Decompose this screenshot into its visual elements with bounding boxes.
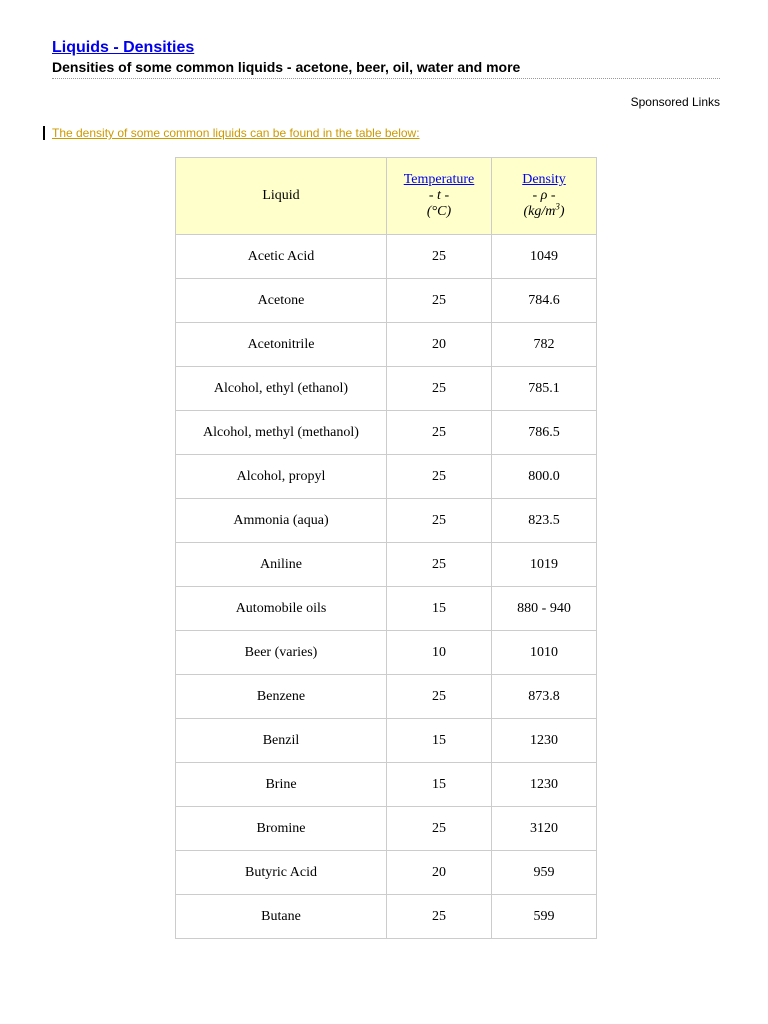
table-row bbox=[176, 763, 597, 807]
header-temperature bbox=[387, 158, 492, 235]
cell-liquid: Acetic Acid bbox=[176, 235, 387, 279]
temperature-symbol: - t - bbox=[428, 188, 450, 203]
cell-liquid: Butane bbox=[176, 895, 387, 939]
cell-density: 1019 bbox=[492, 543, 597, 587]
cell-liquid: Acetonitrile bbox=[176, 323, 387, 367]
cell-temperature: 10 bbox=[387, 631, 492, 675]
table-row bbox=[176, 807, 597, 851]
table-header-row bbox=[176, 158, 597, 235]
density-unit-exponent: 3 bbox=[555, 201, 560, 212]
cell-temperature: 25 bbox=[387, 807, 492, 851]
text-cursor-marker bbox=[43, 126, 45, 140]
cell-temperature: 25 bbox=[387, 675, 492, 719]
table-row bbox=[176, 719, 597, 763]
table-row bbox=[176, 851, 597, 895]
density-symbol: - ρ - bbox=[532, 188, 556, 203]
table-row bbox=[176, 895, 597, 939]
table-row bbox=[176, 367, 597, 411]
cell-temperature: 25 bbox=[387, 411, 492, 455]
cell-liquid: Butyric Acid bbox=[176, 851, 387, 895]
cell-density: 1230 bbox=[492, 719, 597, 763]
density-unit bbox=[492, 201, 596, 220]
table-row bbox=[176, 631, 597, 675]
cell-liquid: Ammonia (aqua) bbox=[176, 499, 387, 543]
header-liquid: Liquid bbox=[176, 158, 387, 235]
page-subtitle: Densities of some common liquids - acetone, beer, oil, water and more bbox=[52, 59, 521, 75]
cell-liquid: Aniline bbox=[176, 543, 387, 587]
cell-liquid: Bromine bbox=[176, 807, 387, 851]
density-link[interactable]: Density bbox=[522, 172, 566, 187]
table-row bbox=[176, 279, 597, 323]
cell-density: 786.5 bbox=[492, 411, 597, 455]
cell-density: 800.0 bbox=[492, 455, 597, 499]
cell-temperature: 25 bbox=[387, 235, 492, 279]
cell-temperature: 15 bbox=[387, 763, 492, 807]
cell-temperature: 25 bbox=[387, 895, 492, 939]
title-divider bbox=[52, 78, 720, 79]
cell-liquid: Brine bbox=[176, 763, 387, 807]
cell-density: 880 - 940 bbox=[492, 587, 597, 631]
cell-temperature: 15 bbox=[387, 719, 492, 763]
page-title-link[interactable]: Liquids - Densities bbox=[52, 39, 195, 56]
cell-liquid: Beer (varies) bbox=[176, 631, 387, 675]
cell-temperature: 25 bbox=[387, 543, 492, 587]
table-row bbox=[176, 499, 597, 543]
cell-density: 784.6 bbox=[492, 279, 597, 323]
cell-liquid: Automobile oils bbox=[176, 587, 387, 631]
table-row bbox=[176, 323, 597, 367]
cell-temperature: 25 bbox=[387, 279, 492, 323]
cell-density: 782 bbox=[492, 323, 597, 367]
table-row bbox=[176, 587, 597, 631]
cell-temperature: 15 bbox=[387, 587, 492, 631]
cell-liquid: Alcohol, ethyl (ethanol) bbox=[176, 367, 387, 411]
cell-liquid: Alcohol, methyl (methanol) bbox=[176, 411, 387, 455]
table-row bbox=[176, 455, 597, 499]
cell-temperature: 25 bbox=[387, 367, 492, 411]
cell-liquid: Benzene bbox=[176, 675, 387, 719]
table-body bbox=[176, 235, 597, 939]
cell-temperature: 20 bbox=[387, 323, 492, 367]
density-unit-close: ) bbox=[559, 204, 565, 219]
cell-density: 1230 bbox=[492, 763, 597, 807]
table-row bbox=[176, 235, 597, 279]
cell-density: 785.1 bbox=[492, 367, 597, 411]
cell-temperature: 20 bbox=[387, 851, 492, 895]
cell-density: 823.5 bbox=[492, 499, 597, 543]
temperature-link[interactable]: Temperature bbox=[403, 172, 475, 187]
sponsored-links-label: Sponsored Links bbox=[630, 95, 720, 109]
cell-density: 873.8 bbox=[492, 675, 597, 719]
density-table bbox=[175, 157, 597, 939]
intro-text-link[interactable]: The density of some common liquids can be found in the table below: bbox=[52, 126, 420, 140]
density-unit-base: (kg/m bbox=[523, 204, 556, 219]
cell-liquid: Benzil bbox=[176, 719, 387, 763]
table-row bbox=[176, 411, 597, 455]
cell-density: 599 bbox=[492, 895, 597, 939]
cell-liquid: Acetone bbox=[176, 279, 387, 323]
cell-temperature: 25 bbox=[387, 455, 492, 499]
temperature-unit: (°C) bbox=[426, 204, 452, 219]
cell-density: 1010 bbox=[492, 631, 597, 675]
cell-density: 3120 bbox=[492, 807, 597, 851]
table-row bbox=[176, 675, 597, 719]
header-density bbox=[492, 158, 597, 235]
cell-temperature: 25 bbox=[387, 499, 492, 543]
table-row bbox=[176, 543, 597, 587]
cell-density: 1049 bbox=[492, 235, 597, 279]
cell-density: 959 bbox=[492, 851, 597, 895]
cell-liquid: Alcohol, propyl bbox=[176, 455, 387, 499]
